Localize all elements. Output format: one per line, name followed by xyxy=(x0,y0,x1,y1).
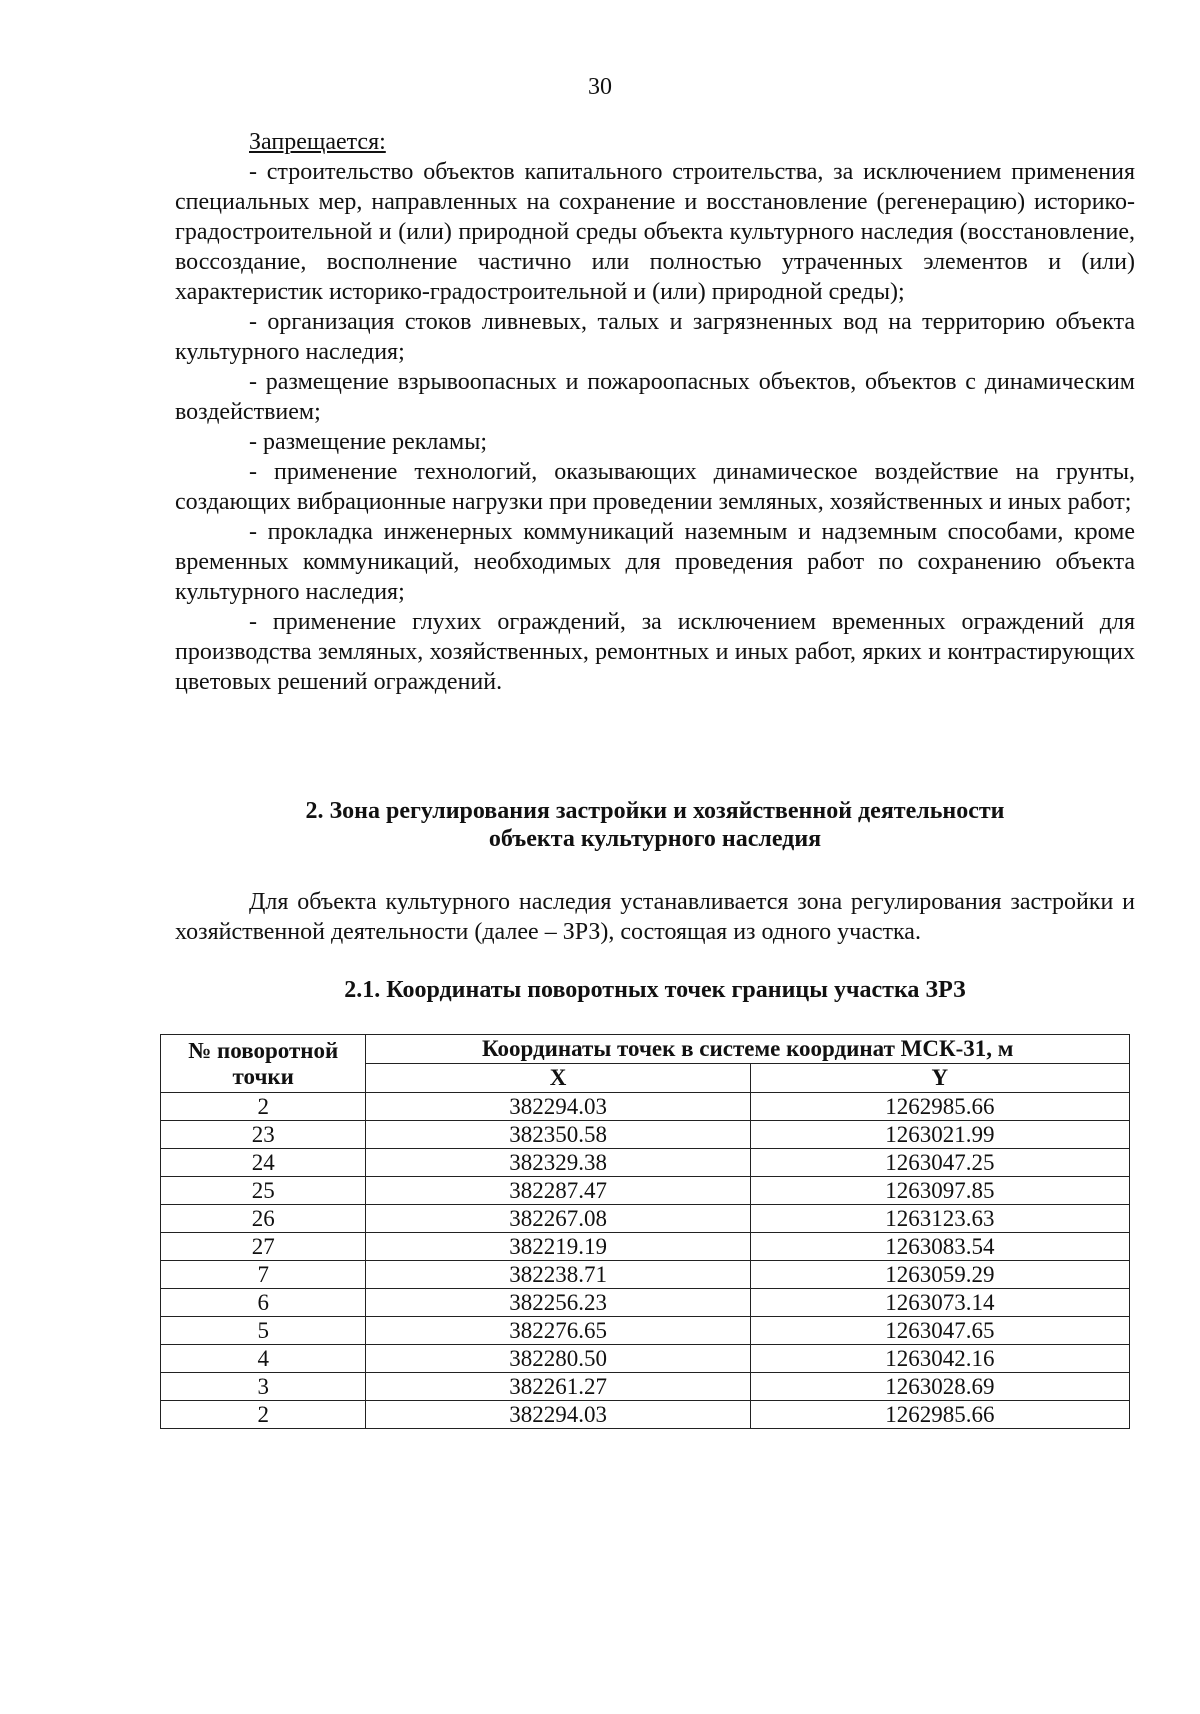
prohibited-item: - строительство объектов капитального строительства, за исключением применения специальных мер, направленных на сохранение и восстановление (регенерацию) историко-градостроительной и (или) природной среды объекта культурного наследия (восстановление, воссоздание, восполнение частично или полностью утраченных элементов и (или) характеристик историко-градостроительной и (или) природной среды); xyxy=(175,159,1135,305)
table-row xyxy=(161,1401,1130,1429)
cell-y: 1263021.99 xyxy=(750,1121,1129,1149)
prohibited-item: - прокладка инженерных коммуникаций наземным и надземным способами, кроме временных коммуникаций, необходимых для проведения работ по сохранению объекта культурного наследия; xyxy=(175,519,1135,605)
cell-y: 1263097.85 xyxy=(750,1177,1129,1205)
cell-x: 382287.47 xyxy=(366,1177,750,1205)
prohibited-heading: Запрещается: xyxy=(249,129,386,155)
table-row xyxy=(161,1317,1130,1345)
cell-y: 1262985.66 xyxy=(750,1401,1129,1429)
cell-x: 382238.71 xyxy=(366,1261,750,1289)
prohibited-item: - организация стоков ливневых, талых и загрязненных вод на территорию объекта культурного наследия; xyxy=(175,309,1135,365)
table-row xyxy=(161,1177,1130,1205)
table-row xyxy=(161,1093,1130,1121)
cell-point: 5 xyxy=(161,1317,366,1345)
cell-x: 382256.23 xyxy=(366,1289,750,1317)
cell-y: 1262985.66 xyxy=(750,1093,1129,1121)
cell-x: 382294.03 xyxy=(366,1401,750,1429)
table-row xyxy=(161,1289,1130,1317)
table-header xyxy=(161,1035,1130,1093)
table-row xyxy=(161,1205,1130,1233)
cell-x: 382280.50 xyxy=(366,1345,750,1373)
cell-y: 1263059.29 xyxy=(750,1261,1129,1289)
table-row xyxy=(161,1233,1130,1261)
prohibited-item: - размещение взрывоопасных и пожароопасных объектов, объектов с динамическим воздействием; xyxy=(175,369,1135,425)
header-y: Y xyxy=(750,1064,1129,1093)
header-point-number: № поворотной точки xyxy=(161,1035,366,1093)
table-body xyxy=(161,1093,1130,1429)
section-heading-line1: 2. Зона регулирования застройки и хозяйственной деятельности xyxy=(305,798,1005,824)
cell-y: 1263073.14 xyxy=(750,1289,1129,1317)
cell-y: 1263042.16 xyxy=(750,1345,1129,1373)
cell-point: 25 xyxy=(161,1177,366,1205)
coordinates-table xyxy=(160,1034,1130,1429)
subsection-heading: 2.1. Координаты поворотных точек границы участка ЗРЗ xyxy=(344,977,966,1003)
cell-y: 1263047.65 xyxy=(750,1317,1129,1345)
cell-point: 26 xyxy=(161,1205,366,1233)
cell-point: 2 xyxy=(161,1093,366,1121)
cell-point: 6 xyxy=(161,1289,366,1317)
section-paragraph: Для объекта культурного наследия устанавливается зона регулирования застройки и хозяйственной деятельности (далее – ЗРЗ), состоящая из одного участка. xyxy=(175,889,1135,945)
cell-x: 382276.65 xyxy=(366,1317,750,1345)
table-row xyxy=(161,1261,1130,1289)
cell-x: 382350.58 xyxy=(366,1121,750,1149)
cell-y: 1263083.54 xyxy=(750,1233,1129,1261)
cell-point: 23 xyxy=(161,1121,366,1149)
prohibited-list xyxy=(175,127,1135,697)
cell-x: 382261.27 xyxy=(366,1373,750,1401)
page-number: 30 xyxy=(588,74,612,100)
cell-point: 2 xyxy=(161,1401,366,1429)
cell-y: 1263028.69 xyxy=(750,1373,1129,1401)
cell-y: 1263123.63 xyxy=(750,1205,1129,1233)
section-heading-line2: объекта культурного наследия xyxy=(488,826,822,852)
section-heading xyxy=(175,797,1135,853)
table-header-row xyxy=(161,1035,1130,1064)
cell-point: 24 xyxy=(161,1149,366,1177)
cell-point: 4 xyxy=(161,1345,366,1373)
cell-point: 3 xyxy=(161,1373,366,1401)
prohibited-item: - применение технологий, оказывающих динамическое воздействие на грунты, создающих вибрационные нагрузки при проведении земляных, хозяйственных и иных работ; xyxy=(175,459,1135,515)
table-row xyxy=(161,1373,1130,1401)
header-coordinates: Координаты точек в системе координат МСК-31, м xyxy=(366,1035,1130,1064)
cell-point: 27 xyxy=(161,1233,366,1261)
prohibited-item: - размещение рекламы; xyxy=(249,429,488,455)
table-row xyxy=(161,1345,1130,1373)
cell-x: 382329.38 xyxy=(366,1149,750,1177)
cell-x: 382219.19 xyxy=(366,1233,750,1261)
cell-y: 1263047.25 xyxy=(750,1149,1129,1177)
table-row xyxy=(161,1149,1130,1177)
table-row xyxy=(161,1121,1130,1149)
header-x: X xyxy=(366,1064,750,1093)
cell-x: 382294.03 xyxy=(366,1093,750,1121)
prohibited-item: - применение глухих ограждений, за исключением временных ограждений для производства земляных, хозяйственных, ремонтных и иных работ, ярких и контрастирующих цветовых решений ограждений. xyxy=(175,609,1135,695)
cell-x: 382267.08 xyxy=(366,1205,750,1233)
cell-point: 7 xyxy=(161,1261,366,1289)
